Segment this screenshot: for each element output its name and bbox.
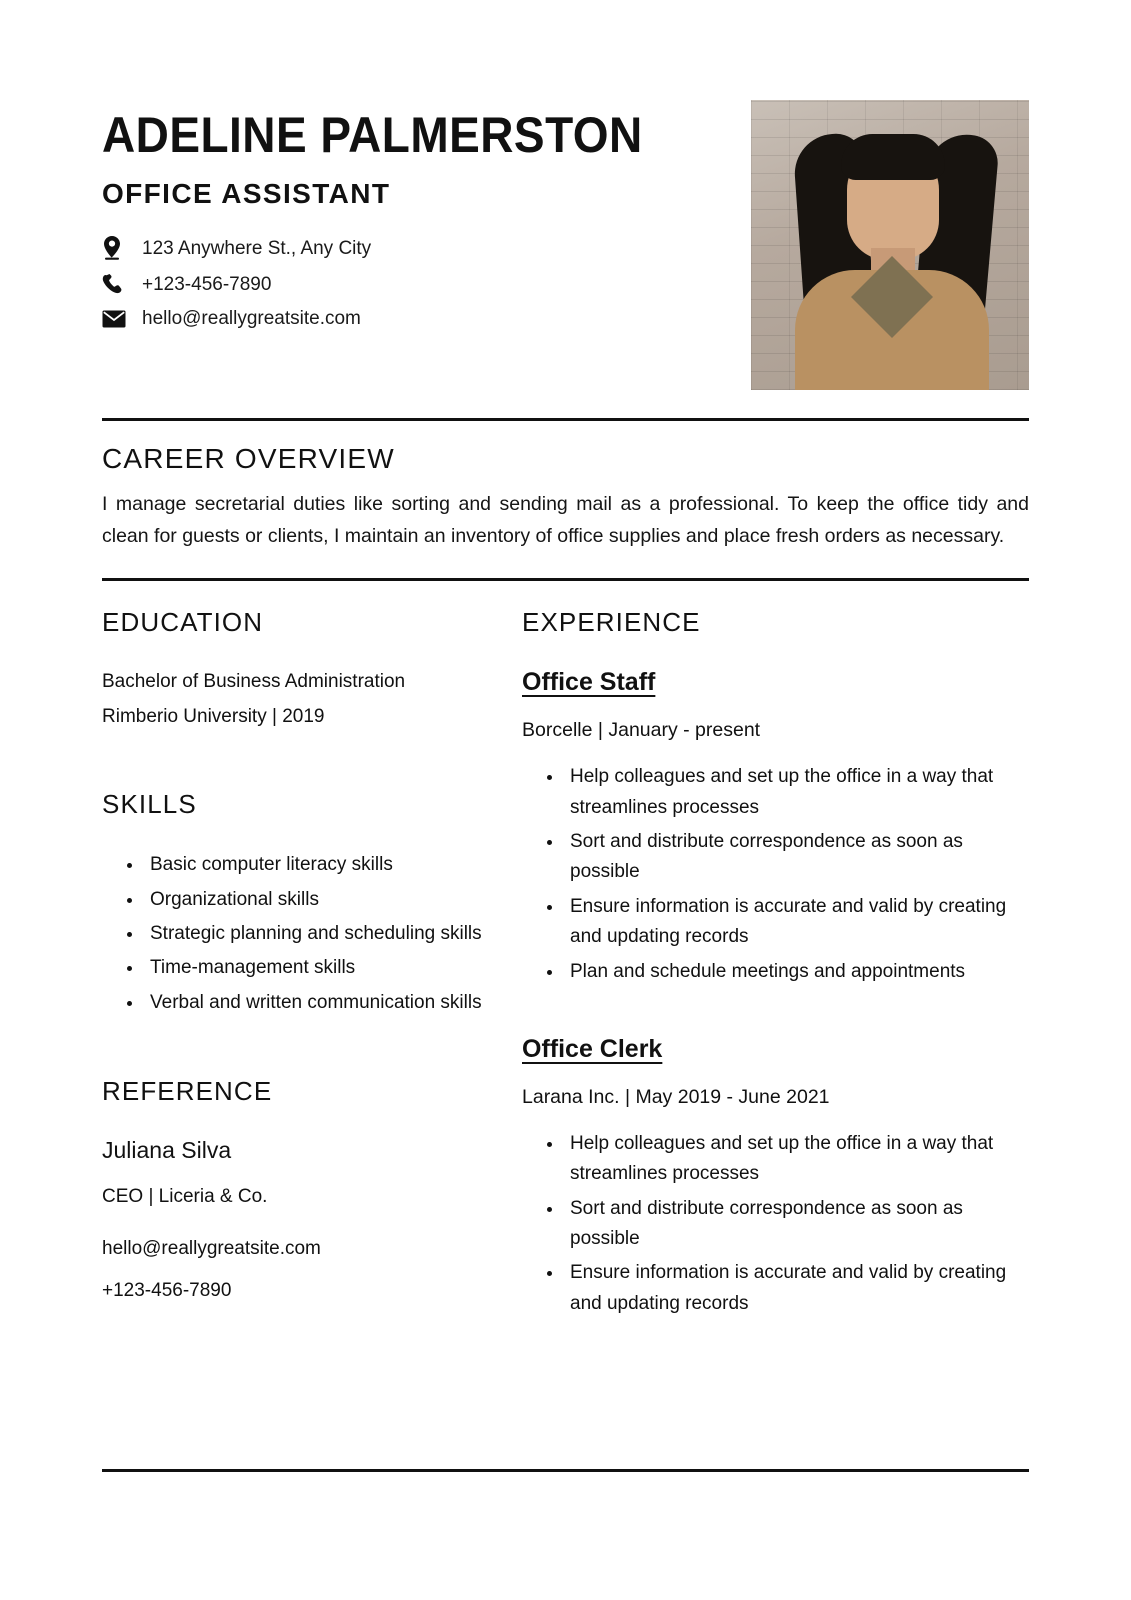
reference-title: REFERENCE bbox=[102, 1076, 273, 1107]
right-column bbox=[514, 607, 1029, 1345]
career-overview-title: CAREER OVERVIEW bbox=[102, 443, 395, 474]
divider-top bbox=[102, 418, 1029, 421]
education-title: EDUCATION bbox=[102, 607, 264, 638]
phone-icon bbox=[102, 274, 132, 295]
location-pin-icon bbox=[102, 236, 132, 260]
body-columns bbox=[102, 607, 1029, 1345]
education-degree: Bachelor of Business Administration bbox=[102, 671, 406, 693]
list-item: • Strategic planning and scheduling skills bbox=[144, 919, 494, 949]
list-item: • Ensure information is accurate and valid by creating and updating records bbox=[564, 892, 1029, 953]
career-overview-text: I manage secretarial duties like sorting and sending mail as a professional. To keep the office tidy and clean for guests or clients, I maintain an inventory of office supplies and place fresh orders as necessary. bbox=[102, 493, 1029, 547]
experience-item bbox=[522, 668, 1029, 987]
contact-phone-text: +123-456-7890 bbox=[142, 274, 272, 295]
reference-phone: +123-456-7890 bbox=[102, 1280, 232, 1302]
envelope-icon bbox=[102, 310, 132, 328]
experience-duties bbox=[522, 1129, 1029, 1319]
experience-company-dates: Borcelle | January - present bbox=[522, 719, 761, 742]
contact-address-text: 123 Anywhere St., Any City bbox=[142, 237, 372, 259]
experience-duties bbox=[522, 762, 1029, 987]
contact-address bbox=[102, 236, 751, 260]
contact-list bbox=[102, 236, 751, 328]
list-item: • Verbal and written communication skills bbox=[144, 988, 494, 1018]
contact-phone bbox=[102, 274, 751, 295]
contact-email bbox=[102, 309, 751, 328]
avatar bbox=[751, 100, 1029, 390]
education-school: Rimberio University | 2019 bbox=[102, 705, 325, 727]
experience-title: EXPERIENCE bbox=[522, 607, 701, 638]
skills-list bbox=[102, 850, 494, 1018]
list-item: • Help colleagues and set up the office in a way that streamlines processes bbox=[564, 762, 1029, 823]
list-item: • Plan and schedule meetings and appointments bbox=[564, 957, 1029, 987]
contact-email-text: hello@reallygreatsite.com bbox=[142, 308, 361, 329]
list-item: • Basic computer literacy skills bbox=[144, 850, 494, 880]
list-item: • Sort and distribute correspondence as soon as possible bbox=[564, 827, 1029, 888]
header-text-block bbox=[102, 100, 751, 342]
left-column bbox=[102, 607, 514, 1345]
reference-name: Juliana Silva bbox=[102, 1137, 232, 1164]
skills-title: SKILLS bbox=[102, 789, 197, 820]
experience-role: Office Clerk bbox=[522, 1034, 663, 1063]
resume-header bbox=[102, 100, 1029, 390]
reference-email: hello@reallygreatsite.com bbox=[102, 1238, 321, 1260]
job-role-subtitle: OFFICE ASSISTANT bbox=[102, 178, 391, 209]
reference-position: CEO | Liceria & Co. bbox=[102, 1186, 268, 1208]
experience-item bbox=[522, 1035, 1029, 1319]
list-item: • Organizational skills bbox=[144, 885, 494, 915]
experience-company-dates: Larana Inc. | May 2019 - June 2021 bbox=[522, 1085, 830, 1108]
divider-middle bbox=[102, 578, 1029, 581]
photo-hair-top bbox=[841, 134, 945, 180]
experience-role: Office Staff bbox=[522, 668, 656, 697]
list-item: • Time-management skills bbox=[144, 953, 494, 983]
page-title: ADELINE PALMERSTON bbox=[102, 107, 643, 163]
list-item: • Help colleagues and set up the office in a way that streamlines processes bbox=[564, 1129, 1029, 1190]
list-item: • Sort and distribute correspondence as soon as possible bbox=[564, 1194, 1029, 1255]
list-item: • Ensure information is accurate and valid by creating and updating records bbox=[564, 1258, 1029, 1319]
divider-bottom bbox=[102, 1469, 1029, 1472]
